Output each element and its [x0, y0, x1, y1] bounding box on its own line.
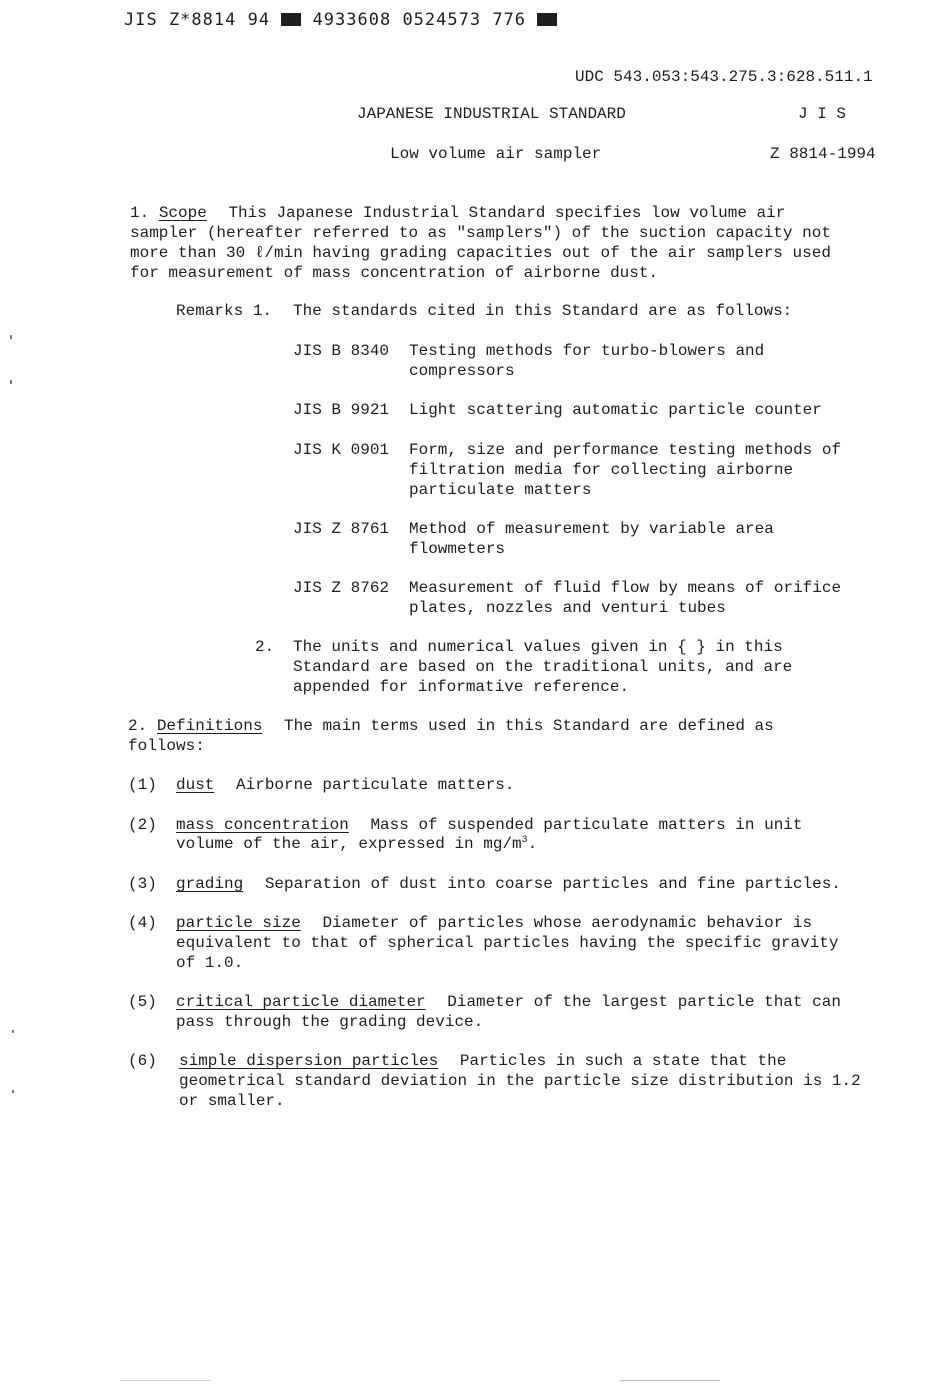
udc-number: UDC 543.053:543.275.3:628.511.1: [575, 68, 873, 86]
standard-code: JIS K 0901: [293, 441, 390, 459]
section-heading: Definitions: [156, 717, 263, 735]
remark-2-text: The units and numerical values given in { } in this: [293, 638, 783, 656]
barcode-number: 4933608 0524573 776: [312, 10, 527, 30]
standard-code: JIS Z 8761: [293, 520, 390, 538]
section-number: 2.: [128, 717, 148, 735]
standard-desc: compressors: [409, 362, 515, 380]
standard-desc: plates, nozzles and venturi tubes: [409, 599, 726, 617]
document-title: Low volume air sampler: [390, 145, 602, 163]
definition-item: [176, 874, 841, 894]
definition-term: grading: [176, 875, 244, 893]
standard-desc: flowmeters: [409, 540, 506, 558]
definition-text: geometrical standard deviation in the particle size distribution is 1.2: [179, 1072, 861, 1090]
definition-text: Mass of suspended particulate matters in unit: [370, 816, 803, 834]
definition-item: [179, 1051, 786, 1071]
scope-line-4: for measurement of mass concentration of airborne dust.: [130, 264, 659, 282]
standard-desc: Light scattering automatic particle counter: [409, 401, 822, 419]
standard-desc: Testing methods for turbo-blowers and: [409, 342, 765, 360]
definition-number: (5): [128, 993, 157, 1011]
definition-number: (6): [128, 1052, 157, 1070]
definition-term: critical particle diameter: [176, 993, 426, 1011]
document-number: Z 8814-1994: [770, 145, 876, 163]
remark-2-text: appended for informative reference.: [293, 678, 630, 696]
scan-mark: [120, 1380, 210, 1381]
definition-text: volume of the air, expressed in mg/m: [176, 835, 522, 853]
definition-item: [176, 913, 812, 933]
standard-desc: filtration media for collecting airborne: [409, 461, 794, 479]
definition-text: pass through the grading device.: [176, 1013, 484, 1031]
punctuation: .: [527, 835, 538, 853]
definitions-intro: The main terms used in this Standard are defined as: [284, 717, 774, 735]
definition-text: equivalent to that of spherical particles having the specific gravity: [176, 934, 839, 952]
standard-desc: Form, size and performance testing methods of: [409, 441, 842, 459]
scan-mark: [12, 1090, 14, 1093]
definition-number: (1): [128, 776, 157, 794]
definition-term: simple dispersion particles: [179, 1052, 439, 1070]
remarks-intro: The standards cited in this Standard are as follows:: [293, 302, 793, 320]
standard-code: JIS Z 8762: [293, 579, 390, 597]
standard-desc: Measurement of fluid flow by means of orifice: [409, 579, 842, 597]
definition-text: or smaller.: [179, 1092, 285, 1110]
scan-mark: [10, 380, 12, 384]
remark-2-text: Standard are based on the traditional units, and are: [293, 658, 793, 676]
definitions-intro: follows:: [128, 737, 205, 755]
definition-term: particle size: [176, 914, 301, 932]
definition-number: (4): [128, 914, 157, 932]
standard-code: JIS B 8340: [293, 342, 390, 360]
definition-text: Diameter of the largest particle that can: [447, 993, 841, 1011]
definition-text-cont: [176, 834, 537, 854]
definition-item: [176, 992, 841, 1012]
scope-line-3: more than 30 ℓ/min having grading capacities out of the air samplers used: [130, 244, 831, 262]
standard-code: JIS B 9921: [293, 401, 390, 419]
scan-mark: [10, 335, 12, 339]
standard-desc: Method of measurement by variable area: [409, 520, 774, 538]
top-header: [124, 10, 557, 30]
scope-line-1: [130, 203, 785, 223]
definition-number: (3): [128, 875, 157, 893]
scope-line-2: sampler (hereafter referred to as "samplers") of the suction capacity not: [130, 224, 831, 242]
definition-text: Diameter of particles whose aerodynamic behavior is: [322, 914, 813, 932]
remark-2-number: 2.: [255, 638, 275, 656]
redaction-block: [281, 13, 301, 26]
definition-number: (2): [128, 816, 157, 834]
scan-mark: [12, 1030, 14, 1033]
definition-item: [176, 775, 514, 795]
definition-text: of 1.0.: [176, 954, 244, 972]
definitions-line-1: [128, 716, 774, 736]
definition-text: Airborne particulate matters.: [236, 776, 515, 794]
definition-text: Separation of dust into coarse particles and fine particles.: [264, 875, 841, 893]
remarks-label: Remarks 1.: [176, 302, 273, 320]
section-number: 1.: [130, 204, 150, 222]
definition-term: mass concentration: [176, 816, 349, 834]
doc-code: JIS Z*8814 94: [124, 10, 271, 30]
redaction-block: [537, 13, 557, 26]
definition-item: [176, 815, 803, 835]
superscript: 3: [521, 835, 528, 846]
scan-mark: [620, 1380, 720, 1381]
scope-text: This Japanese Industrial Standard specifies low volume air: [228, 204, 786, 222]
definition-text: Particles in such a state that the: [459, 1052, 787, 1070]
standard-desc: particulate matters: [409, 481, 592, 499]
section-heading: Scope: [158, 204, 207, 222]
standard-title: JAPANESE INDUSTRIAL STANDARD: [357, 105, 626, 123]
definition-term: dust: [176, 776, 215, 794]
jis-mark: J I S: [798, 105, 847, 123]
